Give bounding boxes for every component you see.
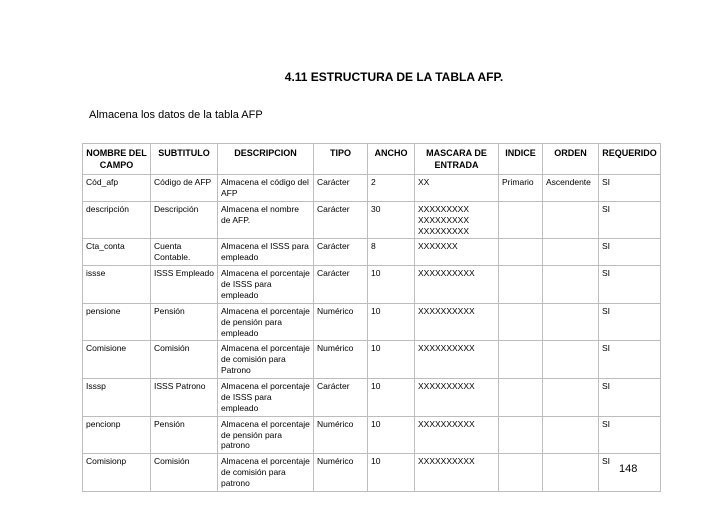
- cell-tipo: Numérico: [314, 454, 368, 492]
- cell-ancho: 30: [368, 201, 415, 239]
- header-indice: INDICE: [499, 144, 543, 175]
- cell-mascara: XXXXXXX: [415, 239, 499, 266]
- cell-subtitulo: ISSS Empleado: [151, 266, 218, 304]
- page-number: 148: [619, 463, 638, 475]
- cell-orden: [543, 341, 599, 379]
- header-orden: ORDEN: [543, 144, 599, 175]
- cell-subtitulo: Código de AFP: [151, 175, 218, 202]
- cell-ancho: 10: [368, 341, 415, 379]
- header-subtitulo: SUBTITULO: [151, 144, 218, 175]
- cell-requerido: SI: [599, 266, 661, 304]
- cell-requerido: SI: [599, 303, 661, 341]
- cell-descripcion: Almacena el porcentaje de comisión para patrono: [218, 454, 314, 492]
- cell-tipo: Carácter: [314, 379, 368, 417]
- cell-nombre: pensione: [83, 303, 151, 341]
- cell-descripcion: Almacena el porcentaje de ISSS para empleado: [218, 379, 314, 417]
- cell-descripcion: Almacena el porcentaje de ISSS para empleado: [218, 266, 314, 304]
- cell-descripcion: Almacena el porcentaje de pensión para patrono: [218, 416, 314, 454]
- cell-tipo: Carácter: [314, 175, 368, 202]
- cell-tipo: Numérico: [314, 416, 368, 454]
- cell-orden: [543, 379, 599, 417]
- cell-subtitulo: Pensión: [151, 416, 218, 454]
- cell-nombre: issse: [83, 266, 151, 304]
- cell-indice: [499, 416, 543, 454]
- afp-structure-table: [82, 143, 661, 492]
- intro-text: Almacena los datos de la tabla AFP: [89, 109, 263, 121]
- cell-mascara: XXXXXXXXX XXXXXXXXX XXXXXXXXX: [415, 201, 499, 239]
- cell-mascara: XXXXXXXXXX: [415, 454, 499, 492]
- cell-mascara: XXXXXXXXXX: [415, 303, 499, 341]
- cell-indice: [499, 266, 543, 304]
- section-title: 4.11 ESTRUCTURA DE LA TABLA AFP.: [284, 70, 504, 84]
- cell-subtitulo: ISSS Patrono: [151, 379, 218, 417]
- cell-indice: [499, 341, 543, 379]
- cell-indice: [499, 303, 543, 341]
- cell-tipo: Carácter: [314, 201, 368, 239]
- cell-descripcion: Almacena el ISSS para empleado: [218, 239, 314, 266]
- cell-orden: [543, 416, 599, 454]
- cell-requerido: SI: [599, 379, 661, 417]
- cell-tipo: Numérico: [314, 303, 368, 341]
- cell-ancho: 10: [368, 379, 415, 417]
- cell-requerido: SI: [599, 341, 661, 379]
- cell-subtitulo: Descripción: [151, 201, 218, 239]
- cell-descripcion: Almacena el nombre de AFP.: [218, 201, 314, 239]
- table-row: [83, 266, 661, 304]
- cell-ancho: 10: [368, 266, 415, 304]
- cell-requerido: SI: [599, 201, 661, 239]
- cell-indice: [499, 454, 543, 492]
- table-row: [83, 341, 661, 379]
- cell-nombre: Isssp: [83, 379, 151, 417]
- table-row: [83, 416, 661, 454]
- cell-requerido: SI: [599, 175, 661, 202]
- cell-tipo: Carácter: [314, 266, 368, 304]
- cell-orden: [543, 303, 599, 341]
- cell-indice: Primario: [499, 175, 543, 202]
- table-row: [83, 239, 661, 266]
- cell-mascara: XXXXXXXXXX: [415, 416, 499, 454]
- table-row: [83, 201, 661, 239]
- header-ancho: ANCHO: [368, 144, 415, 175]
- cell-subtitulo: Pensión: [151, 303, 218, 341]
- cell-ancho: 8: [368, 239, 415, 266]
- cell-requerido: SI: [599, 239, 661, 266]
- cell-indice: [499, 379, 543, 417]
- cell-nombre: Comisionp: [83, 454, 151, 492]
- table-row: [83, 454, 661, 492]
- cell-nombre: descripción: [83, 201, 151, 239]
- header-descripcion: DESCRIPCION: [218, 144, 314, 175]
- cell-subtitulo: Comisión: [151, 454, 218, 492]
- cell-orden: [543, 454, 599, 492]
- cell-mascara: XXXXXXXXXX: [415, 341, 499, 379]
- cell-descripcion: Almacena el código del AFP: [218, 175, 314, 202]
- cell-nombre: Comisione: [83, 341, 151, 379]
- header-tipo: TIPO: [314, 144, 368, 175]
- cell-mascara: XXXXXXXXXX: [415, 379, 499, 417]
- cell-ancho: 2: [368, 175, 415, 202]
- cell-orden: Ascendente: [543, 175, 599, 202]
- cell-ancho: 10: [368, 454, 415, 492]
- cell-tipo: Carácter: [314, 239, 368, 266]
- cell-subtitulo: Comisión: [151, 341, 218, 379]
- cell-nombre: Cta_conta: [83, 239, 151, 266]
- cell-tipo: Numérico: [314, 341, 368, 379]
- cell-nombre: pencionp: [83, 416, 151, 454]
- cell-indice: [499, 239, 543, 266]
- header-mascara: MASCARA DE ENTRADA: [415, 144, 499, 175]
- table-row: [83, 303, 661, 341]
- table-row: [83, 379, 661, 417]
- cell-orden: [543, 201, 599, 239]
- cell-requerido: SI: [599, 416, 661, 454]
- cell-mascara: XX: [415, 175, 499, 202]
- table-row: [83, 175, 661, 202]
- cell-ancho: 10: [368, 416, 415, 454]
- cell-requerido: SI: [599, 454, 661, 492]
- cell-orden: [543, 266, 599, 304]
- cell-orden: [543, 239, 599, 266]
- cell-mascara: XXXXXXXXXX: [415, 266, 499, 304]
- cell-ancho: 10: [368, 303, 415, 341]
- header-nombre: NOMBRE DEL CAMPO: [83, 144, 151, 175]
- cell-subtitulo: Cuenta Contable.: [151, 239, 218, 266]
- cell-descripcion: Almacena el porcentaje de comisión para Patrono: [218, 341, 314, 379]
- header-requerido: REQUERIDO: [599, 144, 661, 175]
- table-header-row: [83, 144, 661, 175]
- cell-nombre: Cód_afp: [83, 175, 151, 202]
- cell-indice: [499, 201, 543, 239]
- cell-descripcion: Almacena el porcentaje de pensión para empleado: [218, 303, 314, 341]
